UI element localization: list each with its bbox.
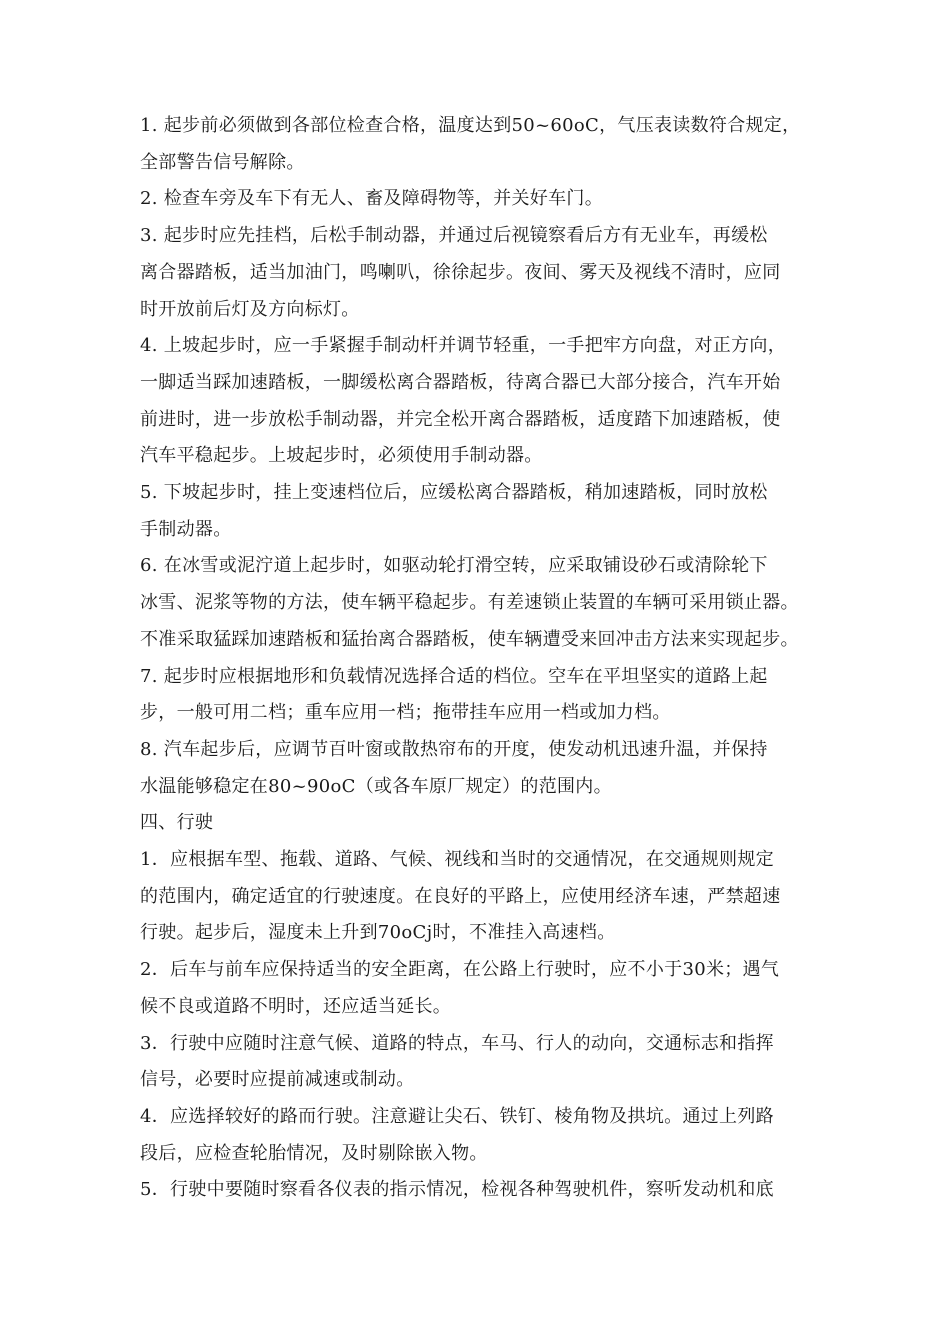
text-line: 一脚适当踩加速踏板，一脚缓松离合器踏板，待离合器已大部分接合，汽车开始 xyxy=(140,372,781,393)
text-line: 不准采取猛踩加速踏板和猛抬离合器踏板，使车辆遭受来回冲击方法来实现起步。 xyxy=(140,629,799,650)
text-line: 3. 起步时应先挂档，后松手制动器，并通过后视镜察看后方有无业车，再缓松 xyxy=(140,225,768,246)
text-line: 前进时，进一步放松手制动器，并完全松开离合器踏板，适度踏下加速踏板，使 xyxy=(140,409,781,430)
text-line: 行驶。起步后，湿度未上升到70oCj时，不准挂入高速档。 xyxy=(140,922,616,943)
text-line: 3．行驶中应随时注意气候、道路的特点，车马、行人的动向，交通标志和指挥 xyxy=(140,1033,774,1054)
text-line: 时开放前后灯及方向标灯。 xyxy=(140,299,360,320)
text-line: 段后，应检查轮胎情况，及时剔除嵌入物。 xyxy=(140,1143,488,1164)
section-heading: 四、行驶 xyxy=(140,812,214,833)
text-line: 1. 起步前必须做到各部位检查合格，温度达到50~60oC，气压表读数符合规定， xyxy=(140,115,801,136)
text-line: 离合器踏板，适当加油门，鸣喇叭，徐徐起步。夜间、雾天及视线不清时，应同 xyxy=(140,262,781,283)
text-line: 4. 上坡起步时，应一手紧握手制动杆并调节轻重，一手把牢方向盘，对正方向， xyxy=(140,335,786,356)
text-line: 1．应根据车型、拖载、道路、气候、视线和当时的交通情况，在交通规则规定 xyxy=(140,849,774,870)
text-line: 信号，必要时应提前减速或制动。 xyxy=(140,1069,415,1090)
text-line: 步，一般可用二档；重车应用一档；拖带挂车应用一档或加力档。 xyxy=(140,702,671,723)
text-line: 水温能够稳定在80~90oC（或各车原厂规定）的范围内。 xyxy=(140,776,612,797)
text-line: 2．后车与前车应保持适当的安全距离，在公路上行驶时，应不小于30米；遇气 xyxy=(140,959,780,980)
text-line: 冰雪、泥浆等物的方法，使车辆平稳起步。有差速锁止装置的车辆可采用锁止器。 xyxy=(140,592,799,613)
text-line: 7. 起步时应根据地形和负载情况选择合适的档位。空车在平坦坚实的道路上起 xyxy=(140,666,768,687)
text-line: 2. 检查车旁及车下有无人、畜及障碍物等，并关好车门。 xyxy=(140,188,603,209)
text-line: 的范围内，确定适宜的行驶速度。在良好的平路上，应使用经济车速，严禁超速 xyxy=(140,886,781,907)
text-line: 手制动器。 xyxy=(140,519,232,540)
text-line: 8. 汽车起步后，应调节百叶窗或散热帘布的开度，使发动机迅速升温，并保持 xyxy=(140,739,768,760)
text-line: 全部警告信号解除。 xyxy=(140,152,305,173)
text-line: 4．应选择较好的路而行驶。注意避让尖石、铁钉、棱角物及拱坑。通过上列路 xyxy=(140,1106,774,1127)
text-line: 5. 下坡起步时，挂上变速档位后，应缓松离合器踏板，稍加速踏板，同时放松 xyxy=(140,482,768,503)
text-line: 汽车平稳起步。上坡起步时，必须使用手制动器。 xyxy=(140,445,543,466)
text-line: 候不良或道路不明时，还应适当延长。 xyxy=(140,996,452,1017)
text-line: 5．行驶中要随时察看各仪表的指示情况，检视各种驾驶机件，察听发动机和底 xyxy=(140,1179,774,1200)
text-line: 6. 在冰雪或泥泞道上起步时，如驱动轮打滑空转，应采取铺设砂石或清除轮下 xyxy=(140,555,768,576)
